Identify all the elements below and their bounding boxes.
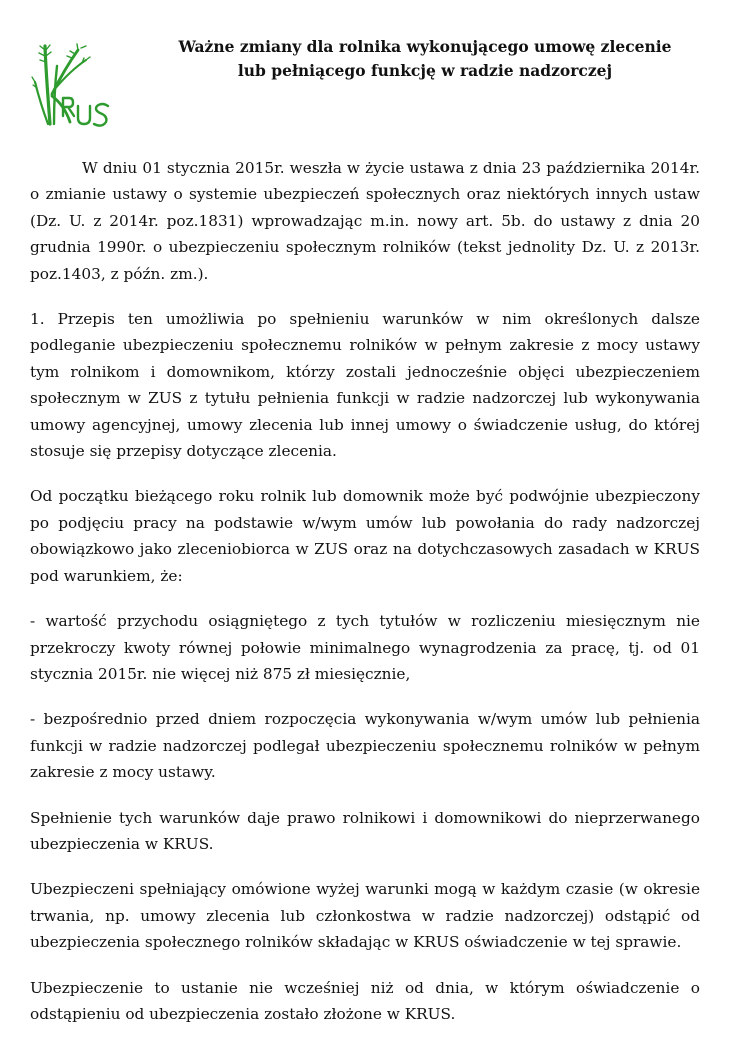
paragraph: Ubezpieczeni spełniający omówione wyżej warunki mogą w każdym czasie (w okresie trwania, np. umowy zlecenia lub członkostwa w radzie nadzorczej) odstąpić od ubezpieczenia społecznego rolników składając w KRUS oświadczenie w tej sprawie. <box>30 880 700 952</box>
paragraph: Od początku bieżącego roku rolnik lub domownik może być podwójnie ubezpieczony po podjęciu pracy na podstawie w/wym umów lub powołania do rady nadzorczej obowiązkowo jako zleceniobiorca w ZUS oraz na dotychczasowych zasadach w KRUS pod warunkiem, że: <box>30 487 700 585</box>
paragraph: 1. Przepis ten umożliwia po spełnieniu warunków w nim określonych dalsze podleganie ubezpieczeniu społecznemu rolników w pełnym zakresie z mocy ustawy tym rolnikom i domownikom, którzy zostali jednocześnie objęci ubezpieczeniem społecznym w ZUS z tytułu pełnienia funkcji w radzie nadzorczej lub wykonywania umowy agencyjnej, umowy zlecenia lub innej umowy o świadczenie usług, do której stosuje się przepisy dotyczące zlecenia. <box>30 310 700 461</box>
paragraph: Ubezpieczenie to ustanie nie wcześniej niż od dnia, w którym oświadczenie o odstąpieniu od ubezpieczenia zostało złożone w KRUS. <box>30 978 700 1023</box>
krus-logo <box>30 38 120 130</box>
paragraph: - wartość przychodu osiągniętego z tych tytułów w rozliczeniu miesięcznym nie przekroczy kwoty równej połowie minimalnego wynagrodzenia za pracę, tj. od 01 stycznia 2015r. nie więcej niż 875 zł miesięcznie, <box>30 612 700 683</box>
paragraph: - bezpośrednio przed dniem rozpoczęcia wykonywania w/wym umów lub pełnienia funkcji w radzie nadzorczej podlegał ubezpieczeniu społecznemu rolników w pełnym zakresie z mocy ustawy. <box>30 710 700 782</box>
document-title <box>140 35 710 83</box>
title-line-1: Ważne zmiany dla rolnika wykonującego umowę zlecenie <box>178 37 672 56</box>
paragraph-intro: W dniu 01 stycznia 2015r. weszła w życie ustawa z dnia 23 października 2014r. o zmianie ustawy o systemie ubezpieczeń społecznych oraz niektórych innych ustaw (Dz. U. z 2014r. poz.1831) wprowadzając m.in. nowy art. 5b. do ustawy z dnia 20 grudnia 1990r. o ubezpieczeniu społecznym rolników (tekst jednolity Dz. U. z 2013r. poz.1403, z późn. zm.). <box>30 159 700 283</box>
document-body <box>30 155 700 1046</box>
paragraph: Spełnienie tych warunków daje prawo rolnikowi i domownikowi do nieprzerwanego ubezpieczenia w KRUS. <box>30 808 700 853</box>
title-line-2: lub pełniącego funkcję w radzie nadzorczej <box>237 61 613 80</box>
